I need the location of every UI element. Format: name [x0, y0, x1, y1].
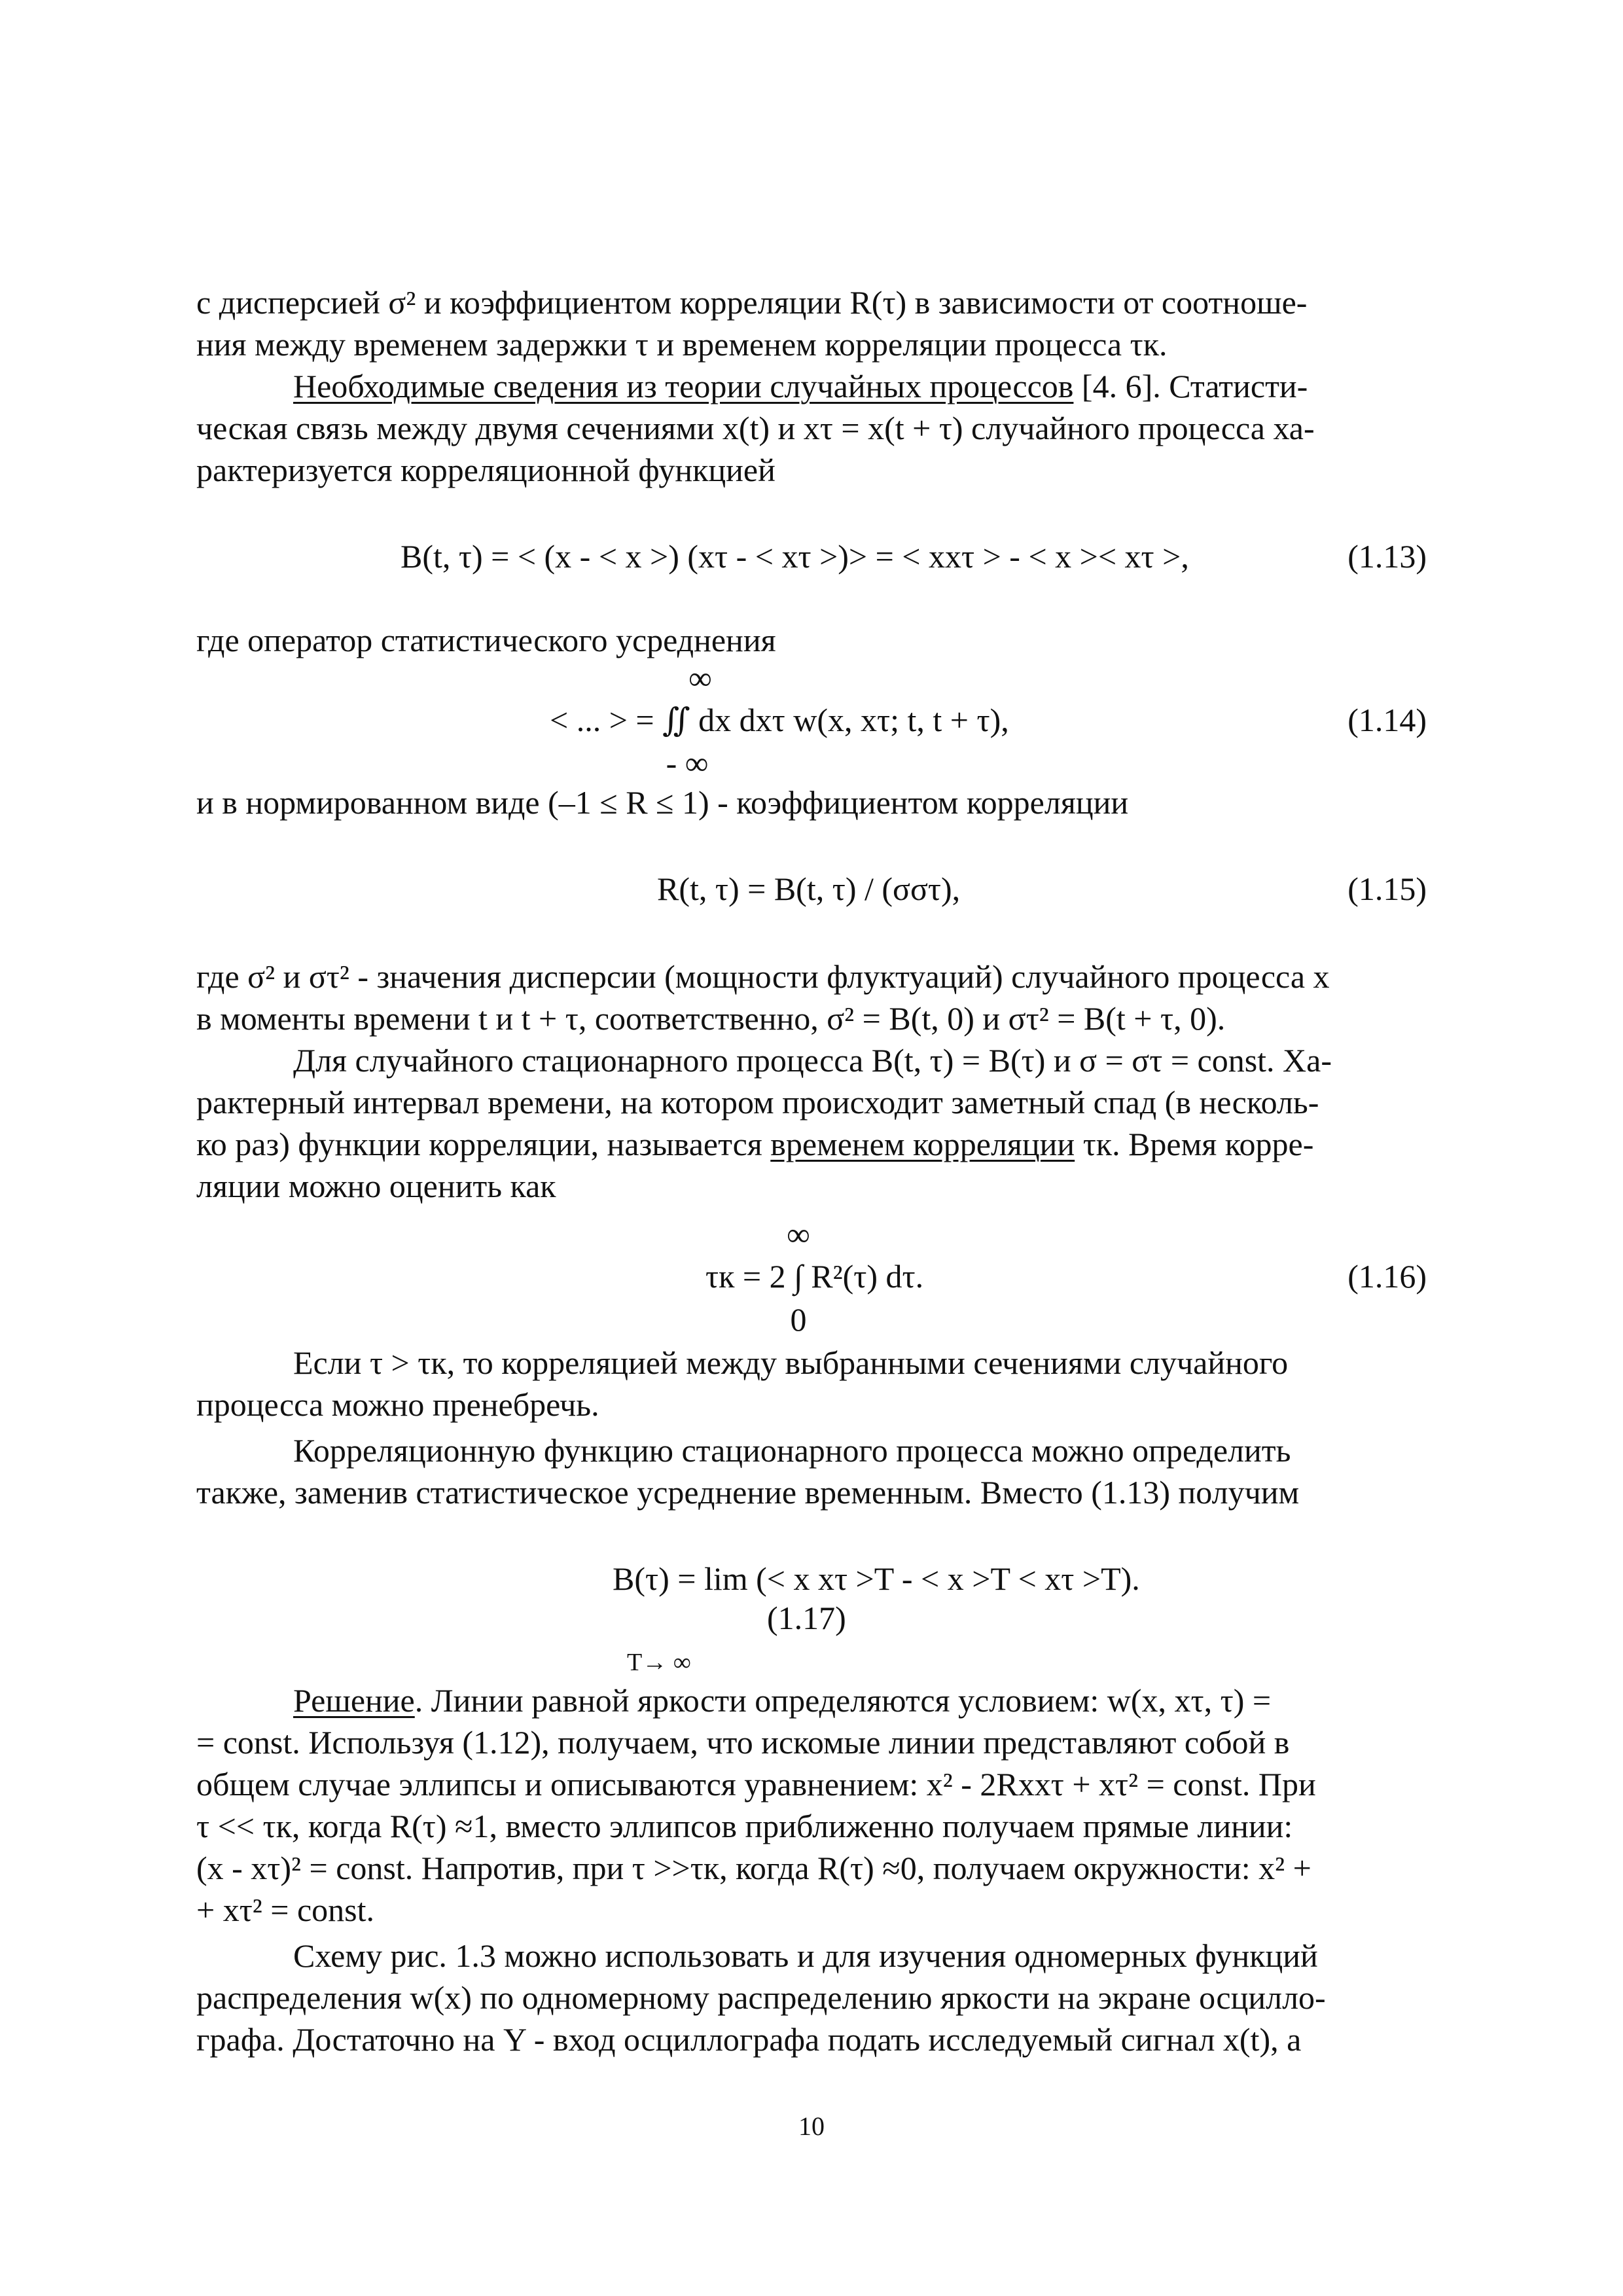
- integral-lower-limit: - ∞: [666, 745, 709, 781]
- text-line: + xτ² = const.: [196, 1892, 375, 1928]
- solution-label: Решение: [293, 1682, 415, 1719]
- text-line: Для случайного стационарного процесса B(t, τ) = B(τ) и σ = στ = const. Ха-: [293, 1042, 1332, 1079]
- underlined-phrase: Необходимые сведения из теории случайных процессов: [293, 368, 1074, 404]
- text-fragment: τк. Время корре-: [1075, 1126, 1314, 1162]
- text-line: процесса можно пренебречь.: [196, 1386, 599, 1423]
- text-line: [293, 1681, 1271, 1720]
- text-line: Корреляционную функцию стационарного процесса можно определить: [293, 1432, 1291, 1469]
- text-line: с дисперсией σ² и коэффициентом корреляции R(τ) в зависимости от соотноше-: [196, 284, 1308, 321]
- text-line: ляции можно оценить как: [196, 1168, 556, 1204]
- integral-lower-limit: 0: [790, 1301, 807, 1338]
- text-line: где σ² и στ² - значения дисперсии (мощности флуктуаций) случайного процесса x: [196, 958, 1330, 995]
- text-line: τ << τк, когда R(τ) ≈1, вместо эллипсов приближенно получаем прямые линии:: [196, 1808, 1293, 1844]
- text-fragment: ко раз) функции корреляции, называется: [196, 1126, 771, 1162]
- text-line: и в нормированном виде (–1 ≤ R ≤ 1) - коэффициентом корреляции: [196, 784, 1129, 821]
- equation-number: (1.15): [1347, 870, 1427, 907]
- text-fragment: . Линии равной яркости определяются условием: w(x, xτ, τ) =: [414, 1682, 1272, 1719]
- underlined-phrase: временем корреляции: [770, 1126, 1075, 1162]
- text-line: Схему рис. 1.3 можно использовать и для изучения одномерных функций: [293, 1937, 1318, 1974]
- equation-number: (1.13): [1347, 538, 1427, 575]
- integral-upper-limit: ∞: [688, 660, 712, 696]
- equation-1-16: τк = 2 ∫ R²(τ) dτ.: [705, 1258, 924, 1295]
- text-line: (x - xτ)² = const. Напротив, при τ >>τк, когда R(τ) ≈0, получаем окружности: x² +: [196, 1850, 1311, 1886]
- equation-1-13: B(t, τ) = < (x - < x >) (xτ - < xτ >)> = < xxτ > - < x >< xτ >,: [401, 538, 1189, 575]
- text-line: также, заменив статистическое усреднение временным. Вместо (1.13) получим: [196, 1474, 1300, 1511]
- text-line: распределения w(x) по одномерному распределению яркости на экране осцилло-: [196, 1979, 1326, 2016]
- text-fragment: [4. 6]. Статисти-: [1073, 368, 1308, 404]
- equation-number: (1.14): [1347, 702, 1427, 738]
- text-line: ческая связь между двумя сечениями x(t) и xτ = x(t + τ) случайного процесса ха-: [196, 410, 1315, 446]
- limit-subscript: T→ ∞: [627, 1649, 691, 1676]
- equation-1-15: R(t, τ) = B(t, τ) / (σστ),: [657, 870, 961, 907]
- equation-number: (1.17): [767, 1600, 846, 1636]
- text-line: рактеризуется корреляционной функцией: [196, 452, 776, 488]
- text-line: [293, 367, 1308, 406]
- equation-1-17: B(τ) = lim (< x xτ >T - < x >T < xτ >T).: [613, 1560, 1140, 1597]
- text-line: = const. Используя (1.12), получаем, что искомые линии представляют собой в: [196, 1724, 1290, 1761]
- page-number: 10: [798, 2111, 825, 2141]
- text-line: графа. Достаточно на Y - вход осциллографа подать исследуемый сигнал x(t), а: [196, 2021, 1302, 2058]
- text-line: рактерный интервал времени, на котором происходит заметный спад (в несколь-: [196, 1084, 1319, 1121]
- equation-1-14: < ... > = ∬ dx dxτ w(x, xτ; t, t + τ),: [550, 702, 1009, 738]
- equation-number: (1.16): [1347, 1258, 1427, 1295]
- text-line: ния между временем задержки τ и временем корреляции процесса τк.: [196, 326, 1168, 363]
- text-line: в моменты времени t и t + τ, соответственно, σ² = B(t, 0) и στ² = B(t + τ, 0).: [196, 1000, 1226, 1037]
- text-line: общем случае эллипсы и описываются уравнением: x² - 2Rxxτ + xτ² = const. При: [196, 1766, 1316, 1803]
- integral-upper-limit: ∞: [787, 1216, 810, 1253]
- text-line: [196, 1124, 1313, 1164]
- text-line: Если τ > τк, то корреляцией между выбранными сечениями случайного: [293, 1344, 1289, 1381]
- text-line: где оператор статистического усреднения: [196, 622, 776, 658]
